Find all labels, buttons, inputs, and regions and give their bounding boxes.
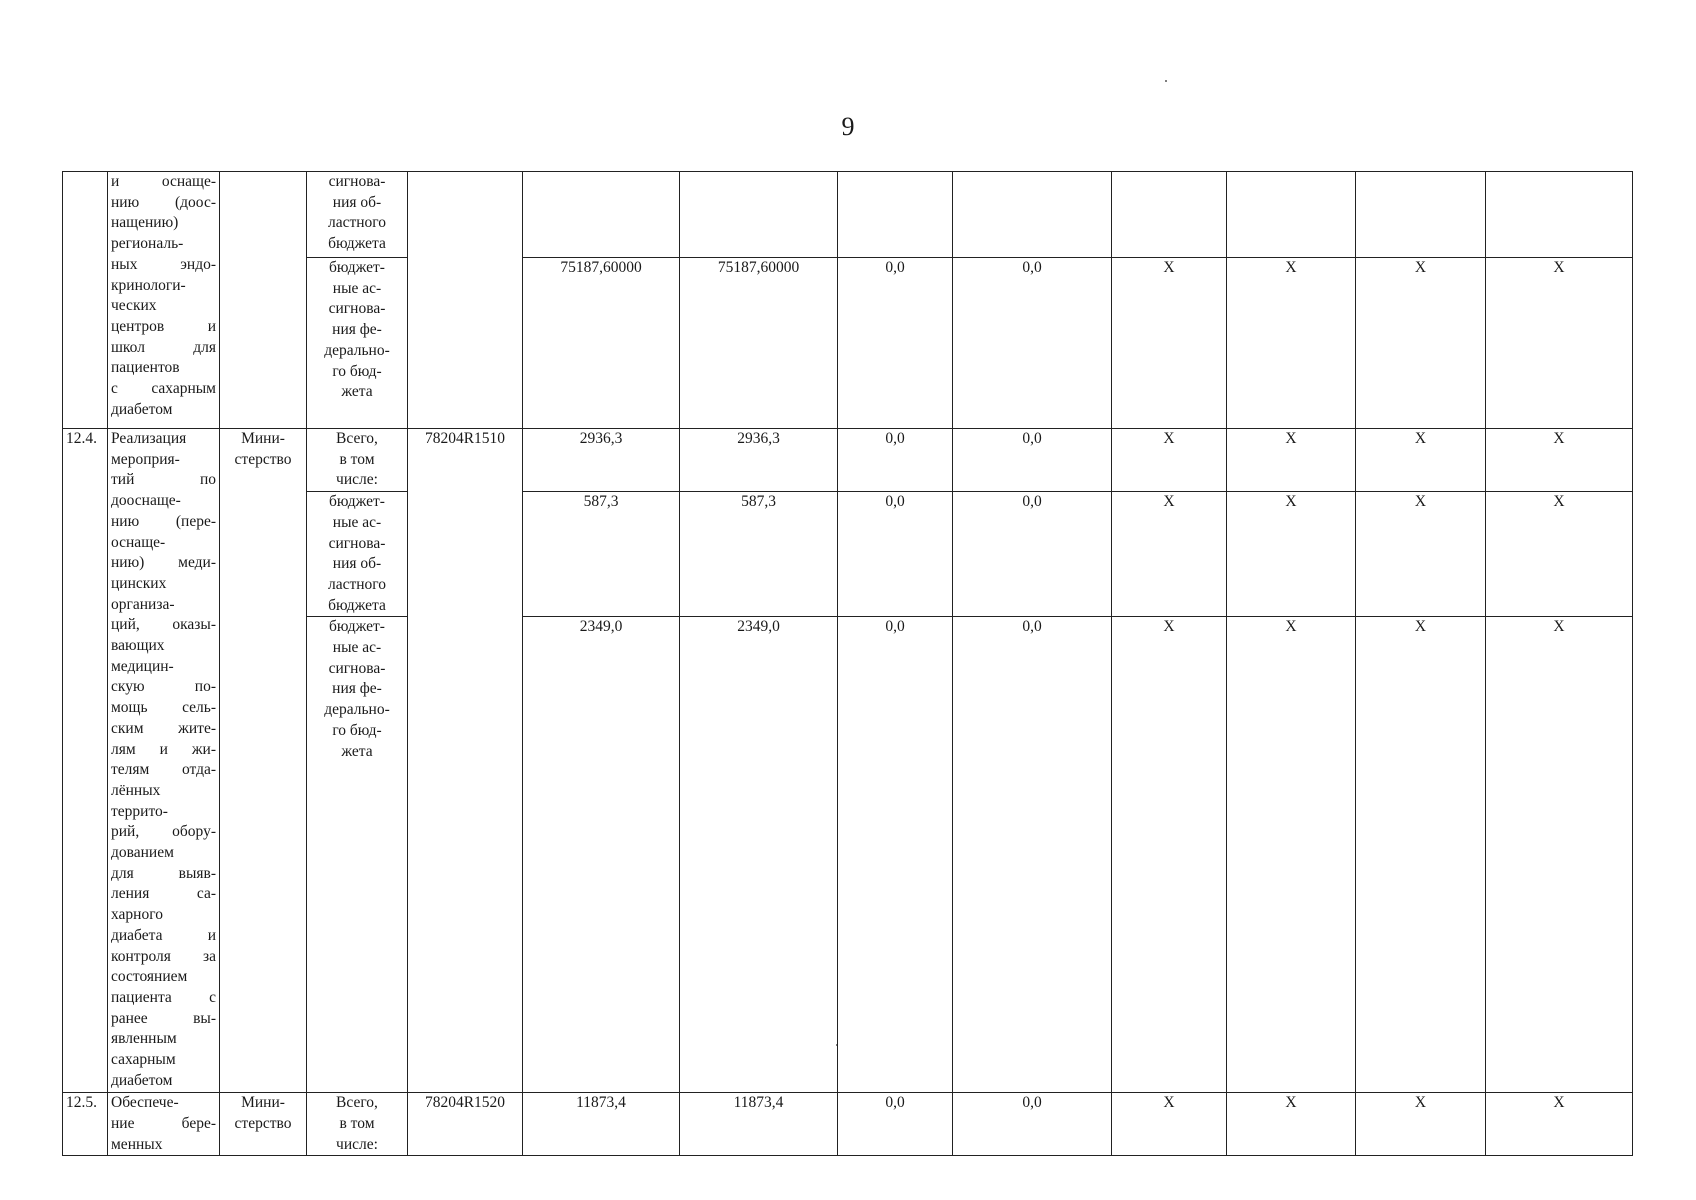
value-cell: X (1227, 429, 1356, 492)
value-cell: 0,0 (838, 617, 953, 1093)
value-cell (1112, 172, 1227, 258)
table-row (63, 429, 1633, 492)
value-cell (838, 172, 953, 258)
value-cell: X (1227, 617, 1356, 1093)
value-cell: X (1227, 492, 1356, 617)
row-number-cell: 12.4. (63, 429, 108, 1093)
value-cell: 0,0 (838, 258, 953, 429)
value-cell: 0,0 (953, 429, 1112, 492)
value-cell: 587,3 (523, 492, 680, 617)
value-cell: 75187,60000 (680, 258, 838, 429)
page-number: 9 (841, 112, 855, 141)
value-cell: X (1227, 1093, 1356, 1156)
value-cell: 75187,60000 (523, 258, 680, 429)
code-cell: 78204R1510 (408, 429, 523, 1093)
value-cell: 0,0 (953, 492, 1112, 617)
table-row (63, 172, 1633, 258)
value-cell: X (1486, 492, 1633, 617)
value-cell: X (1356, 1093, 1486, 1156)
value-cell: 0,0 (953, 617, 1112, 1093)
value-cell: X (1112, 617, 1227, 1093)
funding-source-cell: Всего, в том числе: (307, 429, 408, 492)
value-cell: X (1356, 258, 1486, 429)
value-cell: X (1112, 1093, 1227, 1156)
funding-source-cell: бюджет- ные ас- сигнова- ния об- ластного бюджета (307, 492, 408, 617)
value-cell: X (1486, 1093, 1633, 1156)
value-cell (523, 172, 680, 258)
funding-source-cell: бюджет- ные ас- сигнова- ния фе- дерально- го бюд- жета (307, 258, 408, 429)
value-cell: X (1112, 429, 1227, 492)
value-cell: X (1356, 429, 1486, 492)
row-number-cell (63, 172, 108, 429)
value-cell: 2349,0 (680, 617, 838, 1093)
value-cell: X (1112, 258, 1227, 429)
value-cell: X (1112, 492, 1227, 617)
table-row (63, 1093, 1633, 1156)
value-cell (1227, 172, 1356, 258)
value-cell (953, 172, 1112, 258)
value-cell (1356, 172, 1486, 258)
funding-source-cell: Всего, в том числе: (307, 1093, 408, 1156)
scan-speck (1165, 80, 1167, 82)
value-cell: X (1356, 492, 1486, 617)
value-cell: 0,0 (953, 258, 1112, 429)
value-cell: X (1486, 258, 1633, 429)
value-cell: 2936,3 (523, 429, 680, 492)
value-cell (680, 172, 838, 258)
value-cell: 2936,3 (680, 429, 838, 492)
value-cell: X (1356, 617, 1486, 1093)
code-cell: 78204R1520 (408, 1093, 523, 1156)
description-cell: Обеспече- ние бере- менных (108, 1093, 220, 1156)
value-cell: X (1227, 258, 1356, 429)
funding-source-cell: сигнова- ния об- ластного бюджета (307, 172, 408, 258)
value-cell: 587,3 (680, 492, 838, 617)
budget-table (62, 171, 1633, 1156)
value-cell: 0,0 (953, 1093, 1112, 1156)
value-cell: 11873,4 (523, 1093, 680, 1156)
executor-cell: Мини- стерство (220, 429, 307, 1093)
value-cell: 0,0 (838, 429, 953, 492)
value-cell: 11873,4 (680, 1093, 838, 1156)
value-cell (1486, 172, 1633, 258)
code-cell (408, 172, 523, 429)
description-cell: и оснаще- нию (доос- нащению) региональ- ных эндо- кринологи- ческих центров и школ для пациентов с сахарным диабетом (108, 172, 220, 429)
value-cell: 0,0 (838, 1093, 953, 1156)
description-cell: Реализация мероприя- тий по дооснаще- нию (пере- оснаще- нию) меди- цинских организа- ций, оказы- вающих медицин- скую по- мощь сель- ским жите- лям и жи- телям отда- лённых террито- рий, обору- дованием для выяв- ления са- харного диабета и контроля за состоянием пациента с ранее вы- явленным сахарным диабетом (108, 429, 220, 1093)
row-number-cell: 12.5. (63, 1093, 108, 1156)
funding-source-cell: бюджет- ные ас- сигнова- ния фе- дерально- го бюд- жета (307, 617, 408, 1093)
executor-cell (220, 172, 307, 429)
executor-cell: Мини- стерство (220, 1093, 307, 1156)
value-cell: X (1486, 429, 1633, 492)
value-cell: 2349,0 (523, 617, 680, 1093)
value-cell: X (1486, 617, 1633, 1093)
value-cell: 0,0 (838, 492, 953, 617)
